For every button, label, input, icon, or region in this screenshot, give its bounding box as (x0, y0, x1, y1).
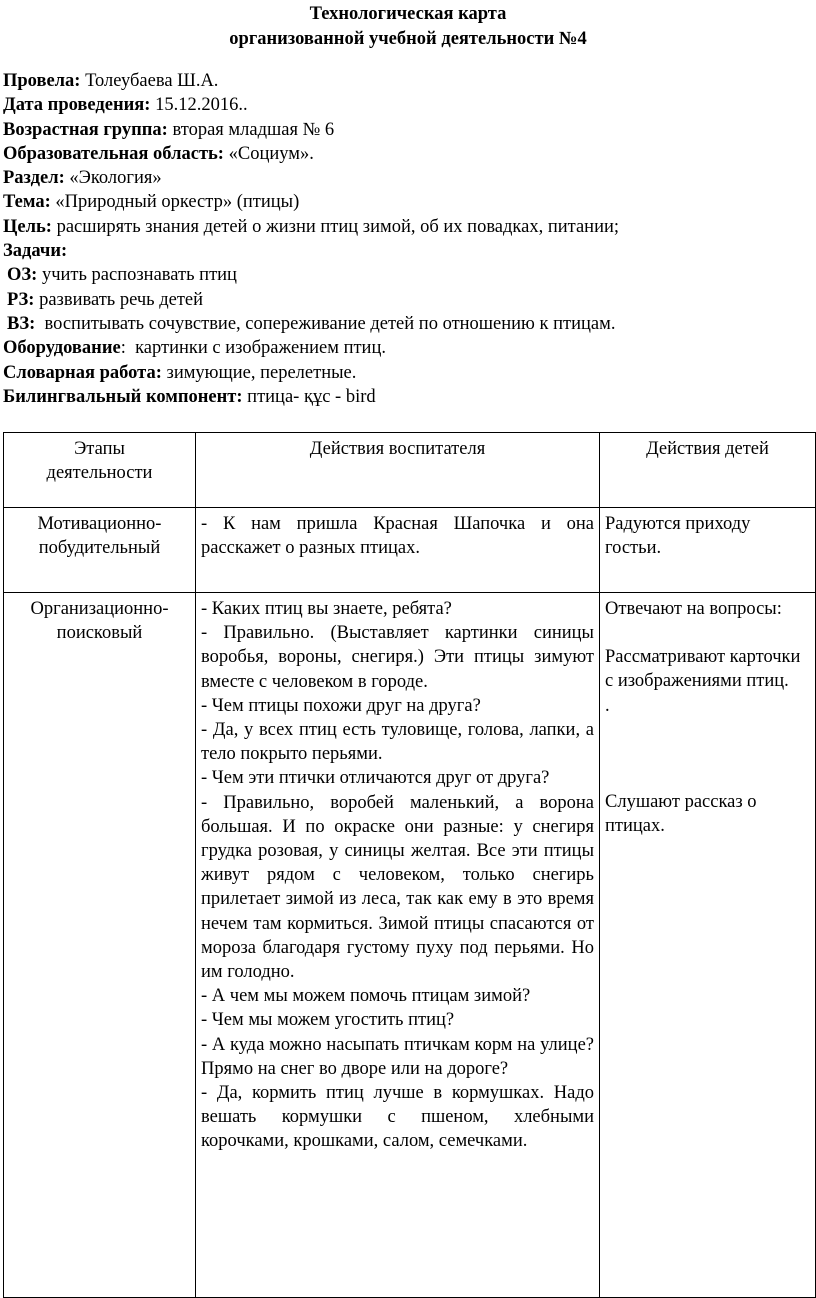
info-row (3, 69, 803, 93)
info-value: воспитывать сочувствие, сопереживание детей по отношению к птицам. (35, 313, 616, 334)
children-action-4: Слушают рассказ о птицах. (605, 791, 757, 837)
info-row (3, 215, 803, 239)
document-title-line1: Технологическая карта (309, 4, 507, 24)
info-row (3, 142, 803, 166)
teacher-actions-cell: - К нам пришла Красная Шапочка и она расскажет о разных птицах. (196, 508, 600, 593)
header-stage-line2: деятельности (46, 463, 153, 484)
info-row (3, 385, 803, 409)
info-row (3, 263, 803, 287)
teacher-action: - Да, кормить птиц лучше в кормушках. Надо вешать кормушки с пшеном, хлебными корочками, крошками, салом, семечками. (201, 1083, 594, 1152)
teacher-action: - Правильно, воробей маленький, а ворона большая. И по окраске они разные: у снегиря грудка розовая, у синицы желтая. Все эти птицы живут рядом с человеком, только снегирь прилетает зимой из леса, так как ему в это время нечем там кормиться. Зимой птицы спасаются от мороза благодаря густому пуху под перьями. Но им голодно. (201, 792, 594, 983)
info-label: Билингвальный компонент: (3, 386, 243, 407)
header-children: Действия детей (600, 433, 816, 508)
info-value: вторая младшая № 6 (167, 119, 335, 140)
info-value: птица- құс - bird (242, 386, 376, 407)
info-row (3, 239, 803, 263)
info-label: Дата проведения: (3, 95, 151, 116)
stage-line1: Организационно- (30, 599, 169, 619)
teacher-action: - Да, у всех птиц есть туловище, голова, лапки, а тело покрыто перьями. (201, 720, 594, 765)
info-value: Толеубаева Ш.А. (80, 71, 219, 91)
header-teacher: Действия воспитателя (196, 433, 600, 508)
info-value: развивать речь детей (34, 289, 204, 310)
info-value: «Природный оркестр» (птицы) (50, 192, 300, 213)
info-row (3, 312, 803, 336)
info-value: 15.12.2016.. (150, 95, 248, 116)
teacher-action: - А куда можно насыпать птичкам корм на улице? Прямо на снег во дворе или на дороге? (201, 1034, 594, 1079)
info-label: Раздел: (3, 168, 65, 189)
info-row (3, 166, 803, 190)
info-value: учить распознавать птиц (37, 265, 237, 286)
teacher-actions-cell (196, 593, 600, 1298)
info-label: Провела: (3, 71, 81, 91)
info-label: Задачи: (3, 241, 68, 262)
info-label: Словарная работа: (3, 362, 162, 383)
info-row (3, 288, 803, 312)
info-row (3, 336, 803, 360)
info-value: «Экология» (64, 168, 162, 189)
children-action-3: . (605, 695, 610, 716)
teacher-action: - Правильно. (Выставляет картинки синицы воробья, вороны, снегиря.) Эти птицы зимуют вместе с человеком в городе. (201, 623, 594, 692)
header-stage (4, 433, 196, 508)
info-row (3, 190, 803, 214)
lesson-info (3, 69, 803, 409)
teacher-action: - А чем мы можем помочь птицам зимой? (201, 986, 531, 1007)
info-label: РЗ: (7, 289, 35, 310)
info-value: зимующие, перелетные. (161, 362, 357, 383)
info-value: : картинки с изображением птиц. (120, 338, 386, 359)
children-action-1: Отвечают на вопросы: (605, 599, 782, 619)
info-label: Образовательная область: (3, 143, 224, 164)
table-row (4, 508, 816, 593)
info-label: ОЗ: (7, 265, 38, 286)
lesson-stages-table (3, 432, 816, 1298)
stage-line2: побудительный (38, 538, 161, 559)
stage-cell (4, 508, 196, 593)
table-header-row (4, 433, 816, 508)
teacher-action: - Каких птиц вы знаете, ребята? (201, 599, 452, 619)
info-value: «Социум». (223, 143, 314, 164)
header-stage-line1: Этапы (74, 439, 125, 459)
info-label: ВЗ: (7, 313, 36, 334)
info-row (3, 361, 803, 385)
stage-line1: Мотивационно- (37, 514, 162, 534)
table-row (4, 593, 816, 1298)
teacher-action: - Чем мы можем угостить птиц? (201, 1010, 455, 1031)
stage-line2: поисковый (56, 623, 143, 644)
info-label: Цель: (3, 216, 52, 237)
stage-cell (4, 593, 196, 1298)
teacher-action: - Чем эти птички отличаются друг от друга? (201, 768, 550, 789)
children-actions-cell: Радуются приходу гостьи. (600, 508, 816, 593)
children-actions-cell (600, 593, 816, 1298)
info-label: Тема: (3, 192, 51, 213)
info-value: расширять знания детей о жизни птиц зимой, об их повадках, питании; (51, 216, 620, 237)
children-action-2: Рассматривают карточки с изображениями птиц. (605, 647, 801, 692)
info-row (3, 118, 803, 142)
teacher-action: - Чем птицы похожи друг на друга? (201, 695, 481, 716)
document-title-line2: организованной учебной деятельности №4 (229, 29, 587, 49)
info-row (3, 93, 803, 117)
info-label: Оборудование (3, 338, 121, 359)
info-label: Возрастная группа: (3, 119, 168, 140)
